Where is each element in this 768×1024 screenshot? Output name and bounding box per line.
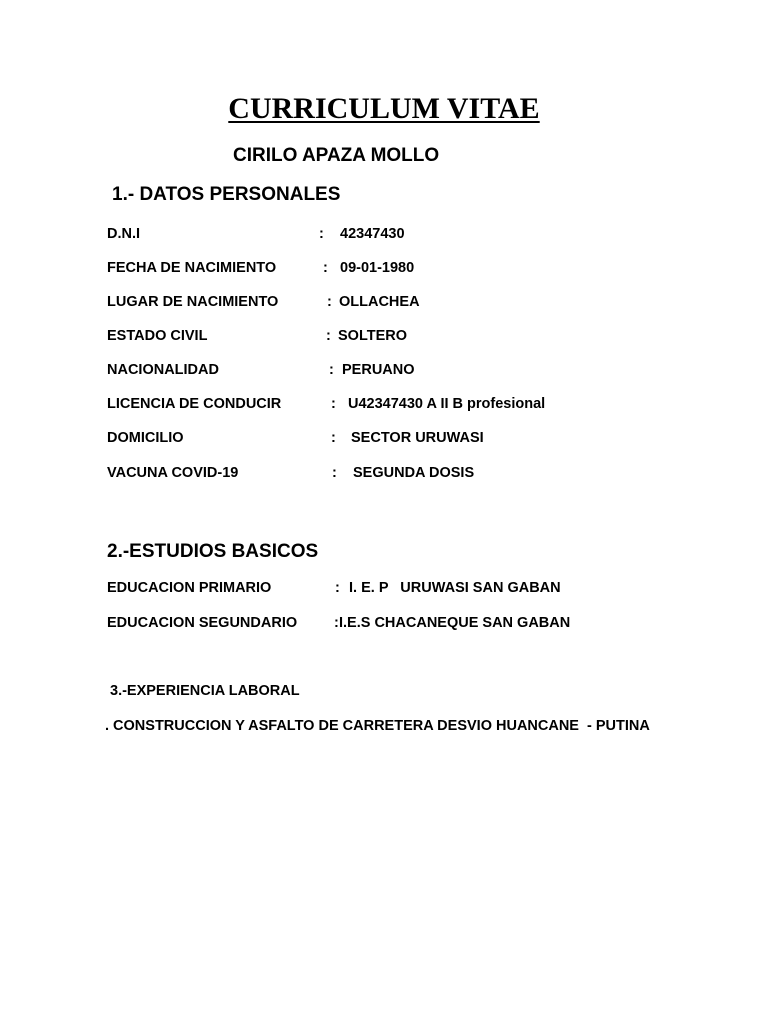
row-separator: : — [332, 465, 337, 481]
row-label: NACIONALIDAD — [107, 362, 219, 378]
experience-item: . CONSTRUCCION Y ASFALTO DE CARRETERA DESVIO HUANCANE - PUTINA — [105, 718, 650, 734]
row-label: DOMICILIO — [107, 430, 184, 446]
row-separator: : — [327, 294, 332, 310]
row-separator: : — [331, 396, 336, 412]
row-value: U42347430 A II B profesional — [348, 396, 546, 412]
row-label: ESTADO CIVIL — [107, 328, 208, 344]
row-label: EDUCACION SEGUNDARIO — [107, 615, 298, 631]
row-label: FECHA DE NACIMIENTO — [107, 260, 277, 276]
row-separator: : — [335, 580, 340, 596]
row-separator: : — [326, 328, 331, 344]
row-value: OLLACHEA — [339, 294, 420, 310]
section-heading-experience: 3.-EXPERIENCIA LABORAL — [110, 683, 300, 699]
row-separator: : — [323, 260, 328, 276]
row-label: EDUCACION PRIMARIO — [107, 580, 272, 596]
row-separator: : — [331, 430, 336, 446]
row-value: PERUANO — [342, 362, 415, 378]
row-value: I.E.S CHACANEQUE SAN GABAN — [339, 615, 571, 631]
section-heading-personal: 1.- DATOS PERSONALES — [112, 184, 341, 205]
page-title — [0, 91, 768, 127]
row-value: SECTOR URUWASI — [351, 430, 484, 446]
page-title-text: CURRICULUM VITAE — [228, 92, 540, 125]
row-value: I. E. P URUWASI SAN GABAN — [349, 580, 561, 596]
row-separator: : — [334, 615, 339, 631]
row-value: SOLTERO — [338, 328, 408, 344]
person-name: CIRILO APAZA MOLLO — [233, 145, 440, 166]
row-label: D.N.I — [107, 226, 141, 242]
row-value: 09-01-1980 — [340, 260, 415, 276]
section-heading-studies: 2.-ESTUDIOS BASICOS — [107, 541, 319, 562]
row-label: LICENCIA DE CONDUCIR — [107, 396, 282, 412]
row-value: SEGUNDA DOSIS — [353, 465, 475, 481]
row-separator: : — [319, 226, 324, 242]
row-separator: : — [329, 362, 334, 378]
row-label: LUGAR DE NACIMIENTO — [107, 294, 279, 310]
row-value: 42347430 — [340, 226, 405, 242]
row-label: VACUNA COVID-19 — [107, 465, 239, 481]
